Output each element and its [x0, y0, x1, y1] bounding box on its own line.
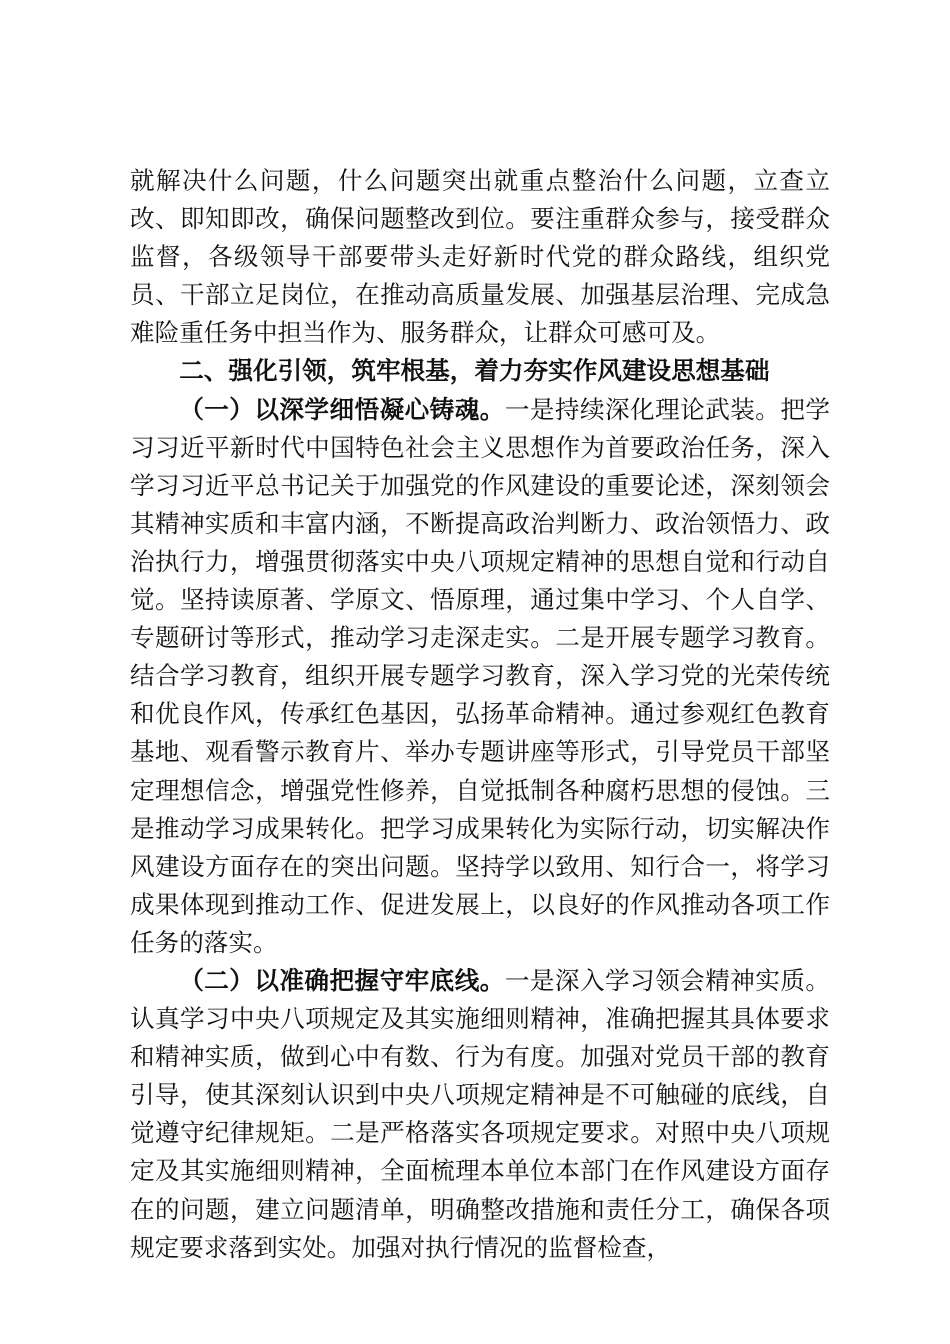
- body-paragraph: [130, 391, 830, 962]
- subsection-heading: （二）以准确把握守牢底线。: [179, 965, 505, 995]
- subsection-body: 一是深入学习领会精神实质。认真学习中央八项规定及其实施细则精神，准确把握其具体要求和精神实质，做到心中有数、行为有度。加强对党员干部的教育引导，使其深刻认识到中央八项规定精神是不可触碰的底线，自觉遵守纪律规矩。二是严格落实各项规定要求。对照中央八项规定及其实施细则精神，全面梳理本单位本部门在作风建设方面存在的问题，建立问题清单，明确整改措施和责任分工，确保各项规定要求落到实处。加强对执行情况的监督检查，: [130, 965, 830, 1262]
- document-body: [130, 162, 830, 1267]
- subsection-body: 一是持续深化理论武装。把学习习近平新时代中国特色社会主义思想作为首要政治任务，深入学习习近平总书记关于加强党的作风建设的重要论述，深刻领会其精神实质和丰富内涵，不断提高政治判断力、政治领悟力、政治执行力，增强贯彻落实中央八项规定精神的思想自觉和行动自觉。坚持读原著、学原文、悟原理，通过集中学习、个人自学、专题研讨等形式，推动学习走深走实。二是开展专题学习教育。结合学习教育，组织开展专题学习教育，深入学习党的光荣传统和优良作风，传承红色基因，弘扬革命精神。通过参观红色教育基地、观看警示教育片、举办专题讲座等形式，引导党员干部坚定理想信念，增强党性修养，自觉抵制各种腐朽思想的侵蚀。三是推动学习成果转化。把学习成果转化为实际行动，切实解决作风建设方面存在的突出问题。坚持学以致用、知行合一，将学习成果体现到推动工作、促进发展上，以良好的作风推动各项工作任务的落实。: [130, 394, 830, 957]
- body-paragraph: 就解决什么问题，什么问题突出就重点整治什么问题，立查立改、即知即改，确保问题整改到位。要注重群众参与，接受群众监督，各级领导干部要带头走好新时代党的群众路线，组织党员、干部立足岗位，在推动高质量发展、加强基层治理、完成急难险重任务中担当作为、服务群众，让群众可感可及。: [130, 166, 830, 348]
- body-paragraph: [130, 962, 830, 1267]
- section-heading: 二、强化引领，筑牢根基，着力夯实作风建设思想基础: [179, 356, 770, 386]
- subsection-heading: （一）以深学细悟凝心铸魂。: [179, 394, 505, 424]
